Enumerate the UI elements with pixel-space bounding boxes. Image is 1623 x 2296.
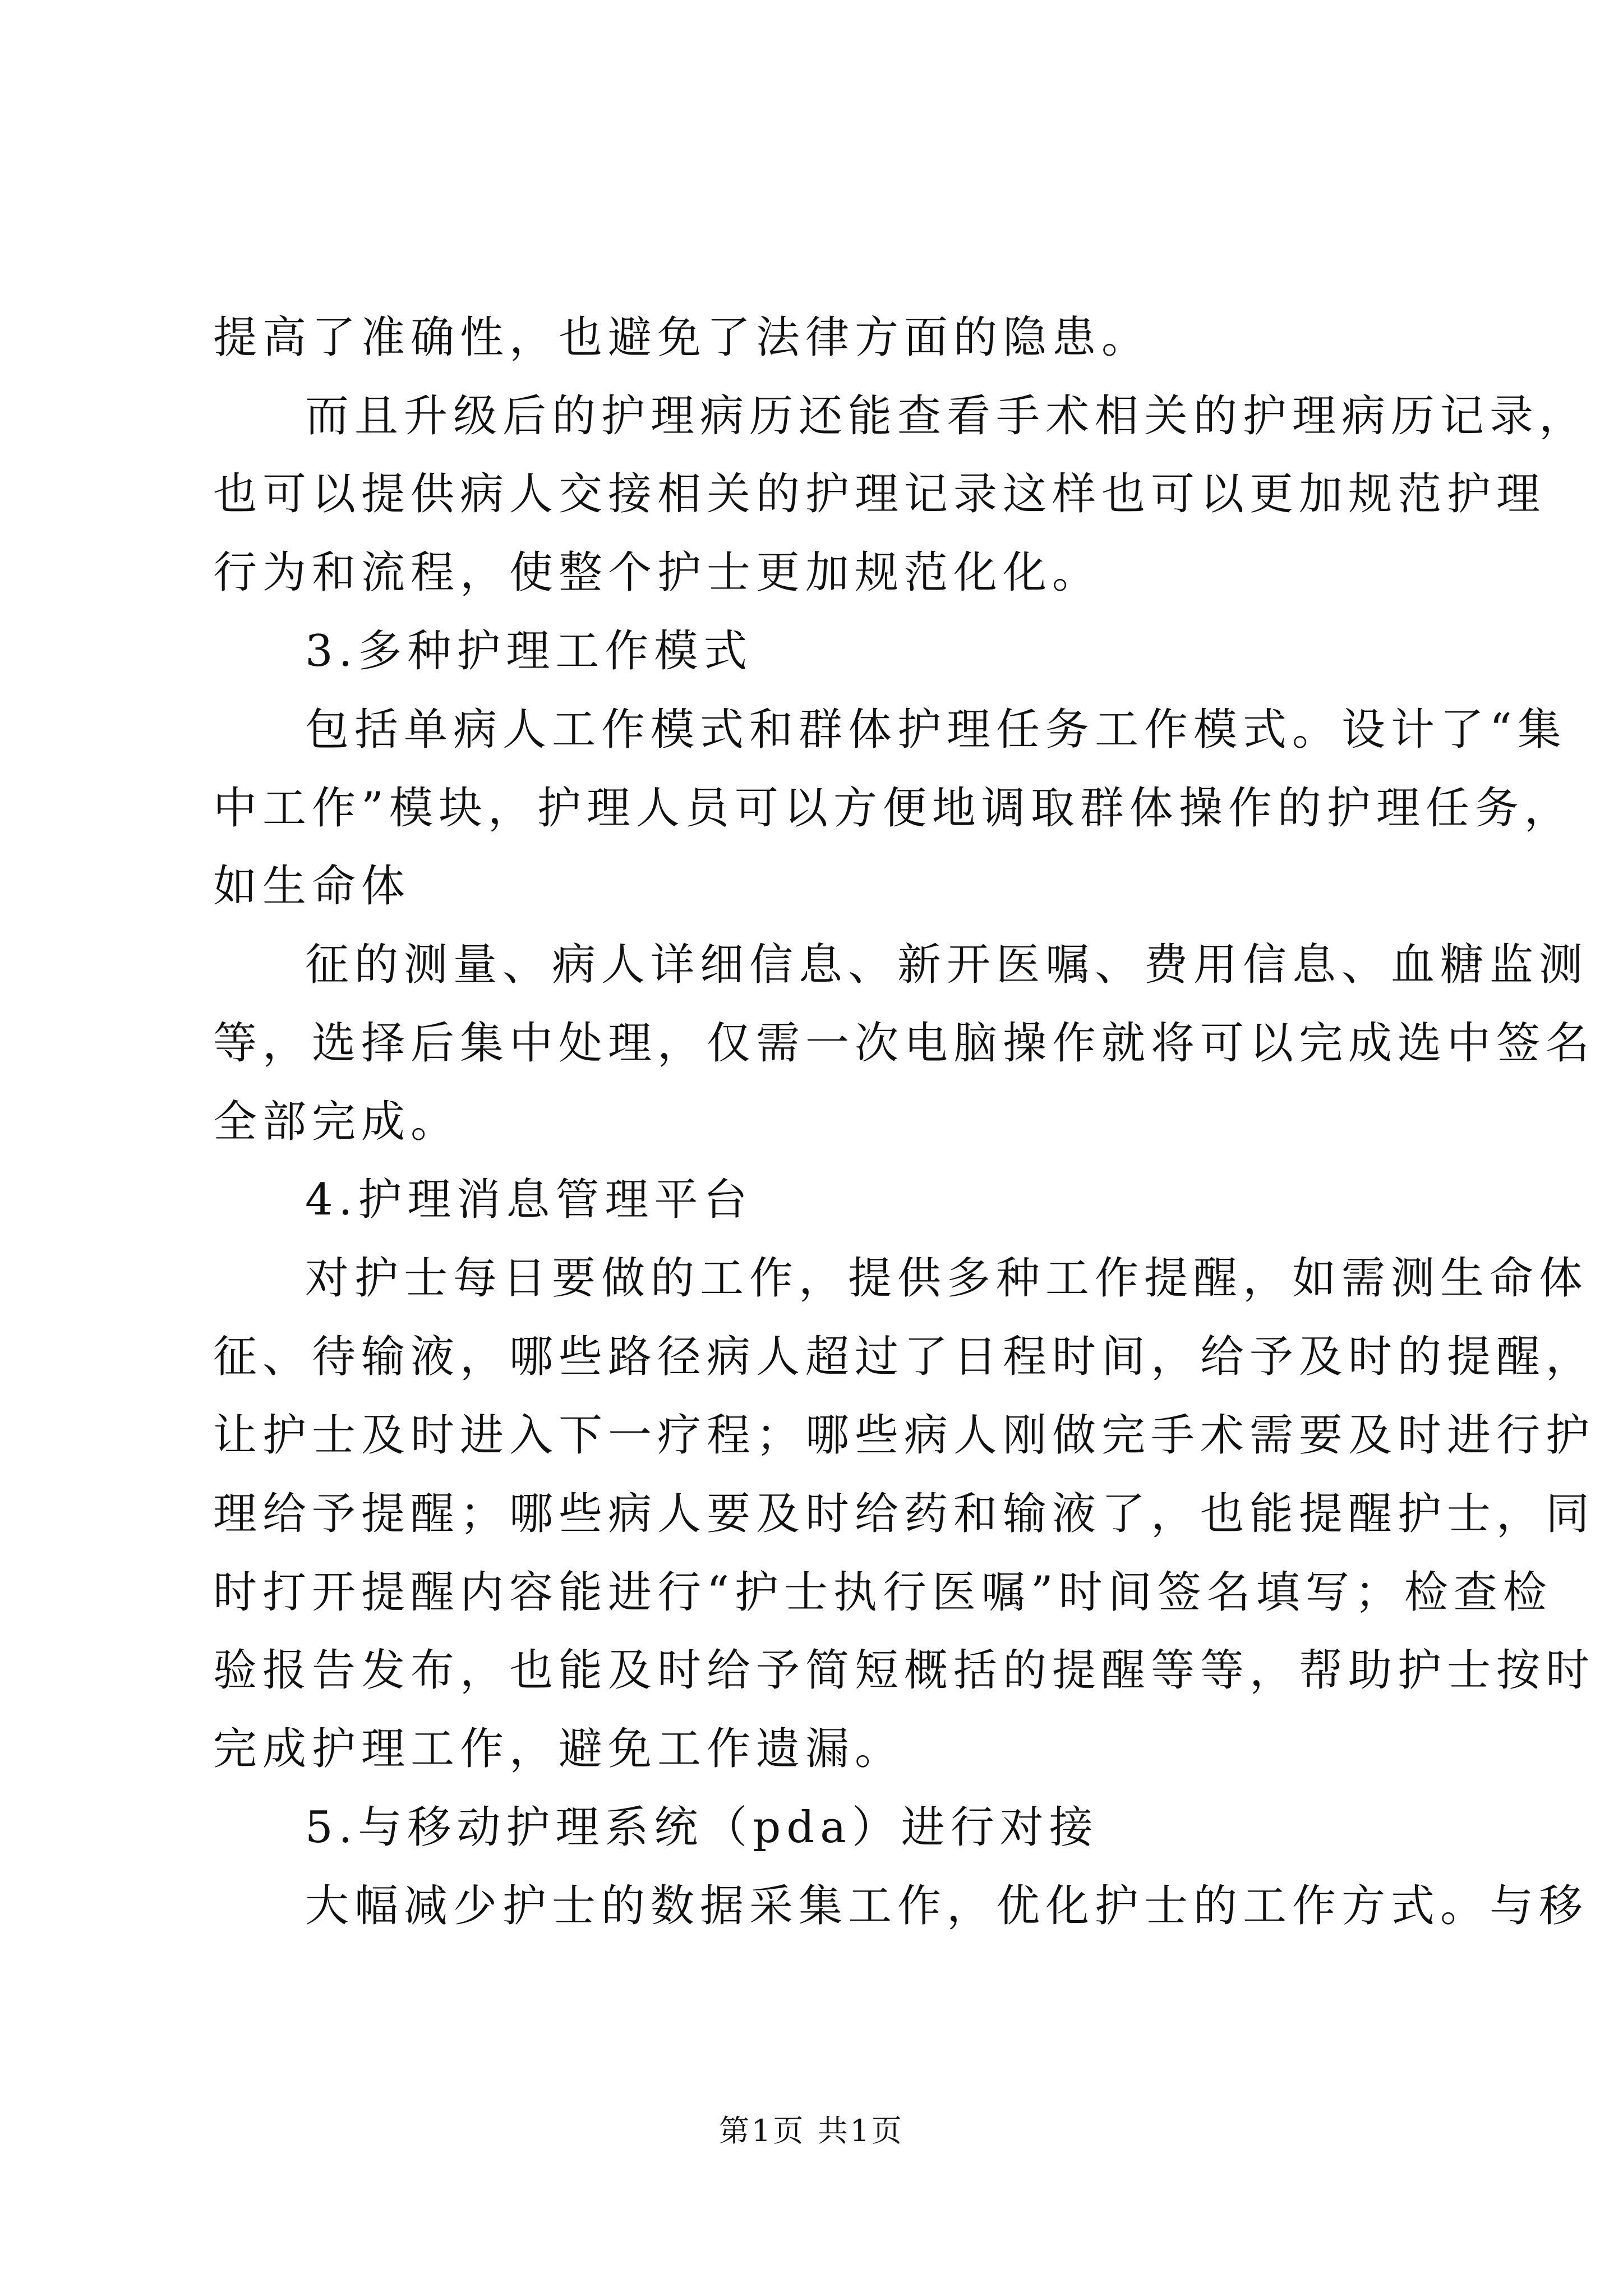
text-line-19: 完成护理工作，避免工作遗漏。	[213, 1724, 905, 1774]
text-line-1: 提高了准确性，也避免了法律方面的隐患。	[213, 312, 1151, 363]
text-line-14: 征、待输液，哪些路径病人超过了日程时间，给予及时的提醒，	[213, 1332, 1596, 1382]
text-line-18: 验报告发布，也能及时给予简短概括的提醒等等，帮助护士按时	[213, 1645, 1596, 1696]
text-line-3: 也可以提供病人交接相关的护理记录这样也可以更加规范护理	[213, 469, 1546, 519]
text-line-15: 让护士及时进入下一疗程；哪些病人刚做完手术需要及时进行护	[213, 1410, 1596, 1461]
section-heading-3: 3.多种护理工作模式	[305, 626, 753, 677]
text-line-16: 理给予提醒；哪些病人要及时给药和输液了，也能提醒护士，同	[213, 1489, 1596, 1539]
text-line-17: 时打开提醒内容能进行“护士执行医嘱”时间签名填写；检查检	[213, 1567, 1552, 1618]
text-line-9: 征的测量、病人详细信息、新开医嘱、费用信息、血糖监测	[305, 940, 1589, 990]
text-line-2: 而且升级后的护理病历还能查看手术相关的护理病历记录，	[305, 391, 1589, 441]
section-heading-5: 5.与移动护理系统（pda）进行对接	[305, 1802, 1099, 1853]
text-line-10: 等，选择后集中处理，仅需一次电脑操作就将可以完成选中签名	[213, 1018, 1596, 1069]
text-line-4: 行为和流程，使整个护士更加规范化化。	[213, 547, 1102, 598]
section-heading-4: 4.护理消息管理平台	[305, 1175, 753, 1225]
text-line-6: 包括单病人工作模式和群体护理任务工作模式。设计了“集	[305, 705, 1567, 755]
page-footer: 第1页 共1页	[719, 2113, 904, 2148]
text-line-11: 全部完成。	[213, 1097, 460, 1147]
text-line-7: 中工作”模块，护理人员可以方便地调取群体操作的护理任务，	[213, 783, 1574, 834]
text-line-13: 对护士每日要做的工作，提供多种工作提醒，如需测生命体	[305, 1253, 1589, 1304]
text-line-21: 大幅减少护士的数据采集工作，优化护士的工作方式。与移	[305, 1881, 1589, 1931]
text-line-8: 如生命体	[213, 861, 411, 912]
